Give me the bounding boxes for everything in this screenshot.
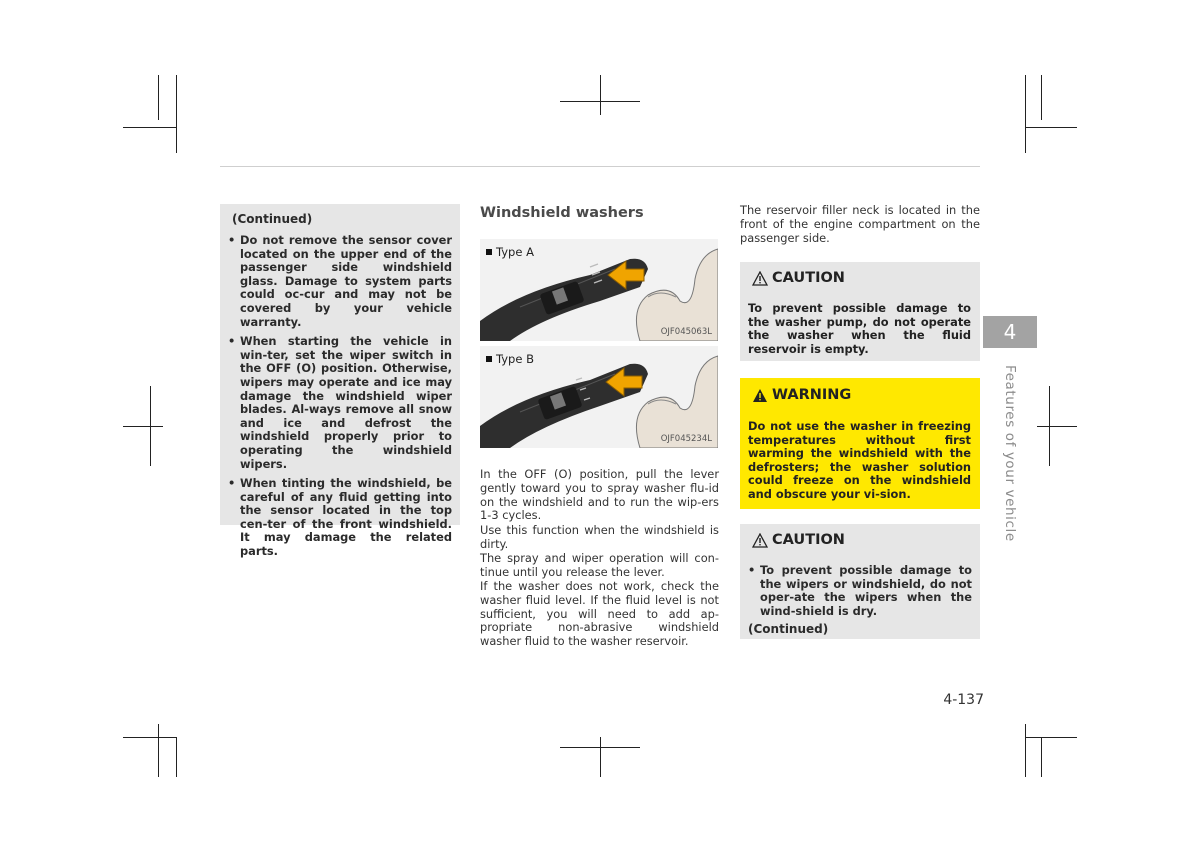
continued-label: (Continued) [748,622,829,636]
body-paragraph: If the washer does not work, check the washer fluid level. If the fluid level is not sufficient, you will need to add ap-propriate non-abrasive windshield washer fluid to the washer reservoir. [480,579,719,649]
continued-label: (Continued) [232,212,313,226]
warning-triangle-icon [752,388,768,403]
reservoir-intro: The reservoir filler neck is located in the front of the engine compartment on the passenger side. [740,203,980,245]
continued-caution-box [220,204,460,559]
figure-type-b [480,346,718,448]
figure-code: OJF045063L [660,327,712,337]
header-rule [220,166,980,167]
body-paragraph: The spray and wiper operation will con-tinue until you release the lever. [480,551,719,579]
caution-heading: CAUTION [752,532,845,548]
warning-heading: WARNING [752,387,851,403]
bullet-item: • To prevent possible damage to the wipers or windshield, do not oper-ate the wipers when the wind-shield is dry. [748,564,972,618]
body-paragraph: In the OFF (O) position, pull the lever gently toward you to spray washer flu-id on the windshield and to run the wip-ers 1-3 cycles. [480,467,719,523]
bullet-item: • When starting the vehicle in win-ter, set the wiper switch in the OFF (O) position. Otherwise, wipers may operate and ice may damage the windshield wiper blades. Al-ways remove all snow and ice and defrost the windshield properly prior to operating the windshield wipers. [228,335,452,471]
caution-heading: CAUTION [752,270,845,286]
warning-box [740,378,980,509]
figure-code: OJF045234L [660,434,712,444]
figure-label: Type B [486,352,534,366]
caution-bullet-list [228,234,452,565]
caution-text: To prevent possible damage to the washer pump, do not operate the washer when the fluid reservoir is empty. [748,301,971,356]
section-title: Windshield washers [480,205,644,221]
bullet-item: • Do not remove the sensor cover located on the upper end of the passenger side windshield glass. Damage to system parts could oc-cur and may not be covered by your vehicle warranty. [228,234,452,329]
caution-box-pump [740,262,980,361]
caution-triangle-icon [752,271,768,286]
page-number: 4-137 [943,692,984,708]
caution-triangle-icon [752,533,768,548]
caution-bullet-list [748,564,972,624]
chapter-tab: 4 [983,316,1037,348]
bullet-item: • When tinting the windshield, be careful of any fluid getting into the sensor located in the top cen-ter of the front windshield. It may damage the related parts. [228,477,452,559]
chapter-title-vertical: Features of your vehicle [1002,365,1018,542]
warning-text: Do not use the washer in freezing temperatures without first warming the windshield with the defrosters; the washer solution could freeze on the windshield and obscure your vi-sion. [748,419,971,501]
caution-box-wipers [740,524,980,639]
body-paragraph: Use this function when the windshield is dirty. [480,523,719,551]
figure-type-a [480,239,718,341]
figure-label: Type A [486,245,534,259]
